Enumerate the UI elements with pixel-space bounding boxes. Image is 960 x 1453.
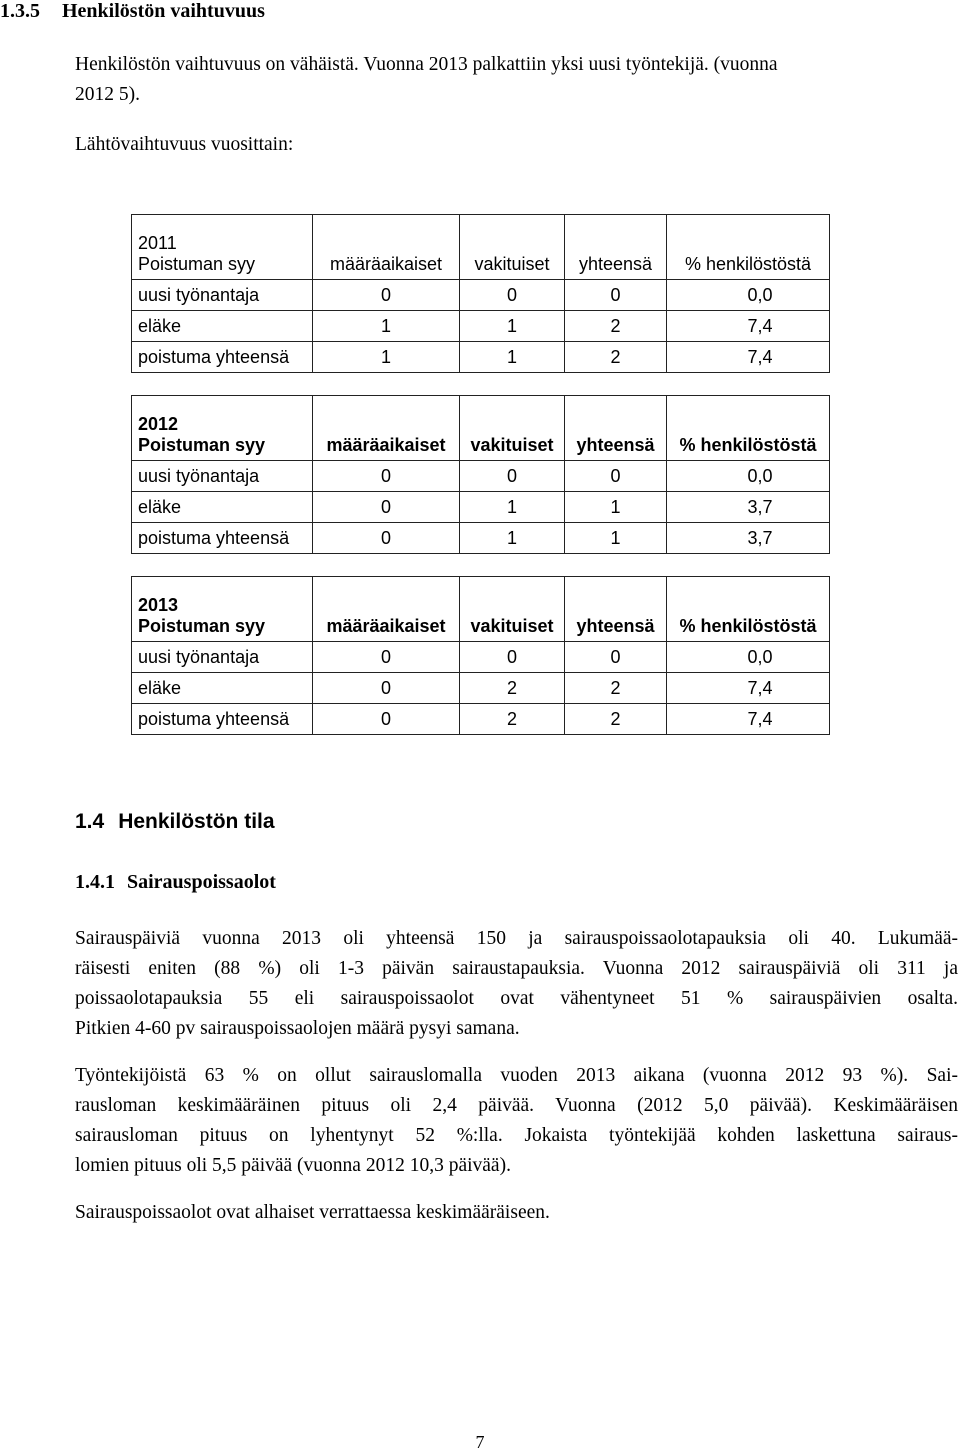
table-cell: 3,7: [667, 492, 830, 523]
text-line: 2012 5).: [75, 84, 140, 105]
section-heading-1-4: [75, 810, 275, 834]
table-cell: eläke: [132, 311, 313, 342]
table-cell: 1: [460, 342, 565, 373]
table-cell: 2: [565, 311, 667, 342]
section-number: 1.4: [75, 810, 105, 833]
table-cell: poistuma yhteensä: [132, 523, 313, 554]
header-cell: % henkilöstöstä: [667, 577, 830, 642]
header-cell: vakituiset: [460, 577, 565, 642]
header-cell: vakituiset: [460, 396, 565, 461]
table-cell: eläke: [132, 492, 313, 523]
header-cell: määräaikaiset: [313, 396, 460, 461]
sick-leave-paragraph-3: Sairauspoissaolot ovat alhaiset verrattaessa keskimääräiseen.: [75, 1202, 550, 1223]
table-cell: 1: [313, 342, 460, 373]
turnover-table-2013: [131, 576, 830, 735]
turnover-paragraph: [75, 50, 960, 110]
text-line: lomien pituus oli 5,5 päivää (vuonna 2012 10,3 päivää).: [75, 1155, 511, 1176]
table-cell: 2: [565, 704, 667, 735]
table-cell: 3,7: [667, 523, 830, 554]
table-cell: 1: [565, 523, 667, 554]
table-row: [132, 673, 830, 704]
table-cell: 1: [313, 311, 460, 342]
table-cell: uusi työnantaja: [132, 461, 313, 492]
table-cell: 0: [460, 280, 565, 311]
section-number: 1.3.5: [0, 0, 40, 22]
header-cell: vakituiset: [460, 215, 565, 280]
section-title: Sairauspoissaolot: [127, 871, 276, 893]
table-cell: 2: [460, 704, 565, 735]
text-line: poissaolotapauksia 55 eli sairauspoissaolot ovat vähentyneet 51 % sairauspäivien osalta.: [75, 988, 958, 1009]
table-row: [132, 342, 830, 373]
section-title: Henkilöstön vaihtuvuus: [62, 0, 265, 22]
header-cell: määräaikaiset: [313, 577, 460, 642]
table-cell: 0,0: [667, 642, 830, 673]
table-row: [132, 492, 830, 523]
table-cell: 0: [313, 492, 460, 523]
header-cell: [132, 577, 313, 642]
table-cell: 1: [460, 523, 565, 554]
table-cell: uusi työnantaja: [132, 280, 313, 311]
table-cell: eläke: [132, 673, 313, 704]
table-cell: 2: [565, 342, 667, 373]
turnover-table-2011: [131, 214, 830, 373]
table-cell: 7,4: [667, 342, 830, 373]
table-cell: 0: [313, 704, 460, 735]
sick-leave-paragraph-2: [75, 1061, 958, 1181]
table-cell: 0: [565, 642, 667, 673]
header-cell: yhteensä: [565, 215, 667, 280]
table-cell: 0,0: [667, 461, 830, 492]
table-cell: 0: [565, 280, 667, 311]
table-cell: 2: [565, 673, 667, 704]
table-cell: 0: [565, 461, 667, 492]
table-row: [132, 523, 830, 554]
header-cell: % henkilöstöstä: [667, 396, 830, 461]
text-line: räisesti eniten (88 %) oli 1-3 päivän sairaustapauksia. Vuonna 2012 sairauspäiviä oli 311 ja: [75, 958, 958, 979]
section-number: 1.4.1: [75, 871, 115, 893]
section-heading-1-3-5: [0, 0, 265, 23]
table-header-row: [132, 396, 830, 461]
table-cell: 1: [460, 492, 565, 523]
header-cell: yhteensä: [565, 577, 667, 642]
table-cell: 0: [313, 673, 460, 704]
text-line: Työntekijöistä 63 % on ollut sairauslomalla vuoden 2013 aikana (vuonna 2012 93 %). Sai-: [75, 1065, 958, 1086]
table-cell: 0: [313, 642, 460, 673]
text-line: rausloman keskimääräinen pituus oli 2,4 päivää. Vuonna (2012 5,0 päivää). Keskimääräisen: [75, 1095, 958, 1116]
text-line: sairausloman pituus on lyhentynyt 52 %:lla. Jokaista työntekijää kohden laskettuna sairaus-: [75, 1125, 958, 1146]
text-line: Henkilöstön vaihtuvuus on vähäistä. Vuonna 2013 palkattiin yksi uusi työntekijä. (vuonna: [75, 54, 778, 75]
header-cell: % henkilöstöstä: [667, 215, 830, 280]
header-cell: yhteensä: [565, 396, 667, 461]
table-row: [132, 280, 830, 311]
turnover-table-2012: [131, 395, 830, 554]
table-cell: 7,4: [667, 311, 830, 342]
header-label: Poistuman syy: [138, 435, 266, 455]
table-cell: 7,4: [667, 673, 830, 704]
table-header-row: [132, 215, 830, 280]
table-cell: 0: [313, 280, 460, 311]
table-cell: 0,0: [667, 280, 830, 311]
section-title: Henkilöstön tila: [118, 810, 275, 833]
turnover-lead: Lähtövaihtuvuus vuosittain:: [75, 134, 294, 155]
table-year: 2012: [138, 414, 179, 434]
text-line: Sairauspäiviä vuonna 2013 oli yhteensä 150 ja sairauspoissaolotapauksia oli 40. Lukumää-: [75, 928, 958, 949]
table-cell: 0: [460, 461, 565, 492]
table-cell: poistuma yhteensä: [132, 704, 313, 735]
section-heading-1-4-1: [75, 871, 276, 894]
table-cell: poistuma yhteensä: [132, 342, 313, 373]
header-cell: [132, 215, 313, 280]
table-row: [132, 642, 830, 673]
table-cell: 0: [460, 642, 565, 673]
table-cell: 7,4: [667, 704, 830, 735]
table-year: 2011: [138, 233, 177, 253]
table-row: [132, 311, 830, 342]
table-cell: 2: [460, 673, 565, 704]
table-cell: 0: [313, 523, 460, 554]
table-year: 2013: [138, 595, 179, 615]
table-row: [132, 704, 830, 735]
table-cell: 1: [460, 311, 565, 342]
table-header-row: [132, 577, 830, 642]
header-cell: määräaikaiset: [313, 215, 460, 280]
header-label: Poistuman syy: [138, 616, 266, 636]
table-cell: uusi työnantaja: [132, 642, 313, 673]
table-row: [132, 461, 830, 492]
header-label: Poistuman syy: [138, 254, 256, 274]
table-cell: 0: [313, 461, 460, 492]
text-line: Pitkien 4-60 pv sairauspoissaolojen määrä pysyi samana.: [75, 1018, 520, 1039]
table-cell: 1: [565, 492, 667, 523]
sick-leave-paragraph-1: [75, 924, 958, 1044]
header-cell: [132, 396, 313, 461]
page-number: 7: [475, 1432, 485, 1452]
